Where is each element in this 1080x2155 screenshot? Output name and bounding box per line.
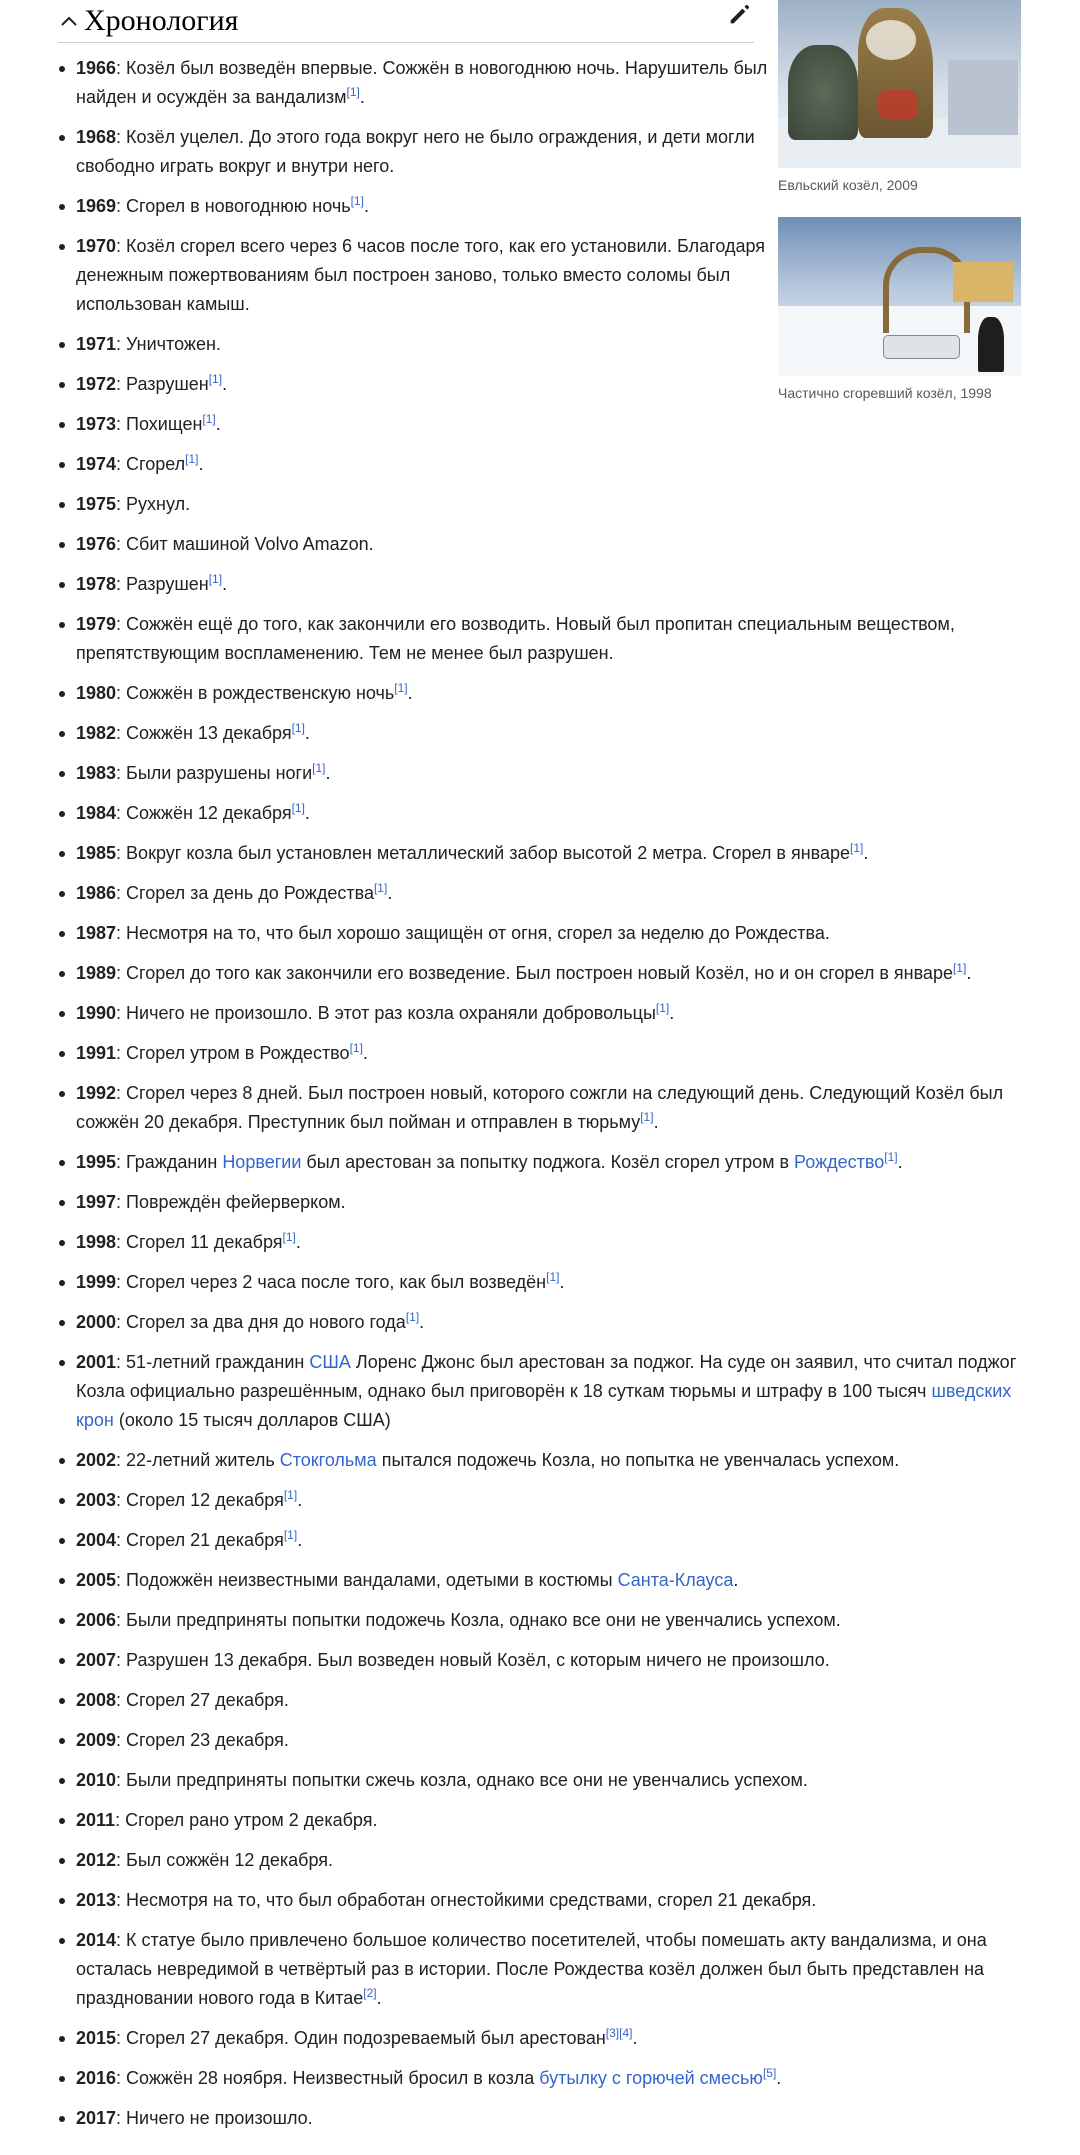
timeline-text: . — [776, 2068, 782, 2088]
timeline-item — [57, 759, 1017, 788]
reference-link[interactable]: [1] — [640, 1110, 654, 1124]
timeline-year: 1983 — [76, 763, 117, 783]
timeline-year: 1995 — [76, 1152, 117, 1172]
timeline-text: : Сбит машиной Volvo Amazon. — [116, 534, 374, 554]
timeline-year: 1975 — [76, 494, 117, 514]
timeline-item — [57, 370, 1017, 399]
reference-link[interactable]: [1] — [291, 801, 305, 815]
timeline-year: 2014 — [76, 1930, 117, 1950]
timeline-text: : 51-летний гражданин — [116, 1352, 310, 1372]
timeline-item — [57, 192, 776, 221]
timeline-text: . — [222, 574, 228, 594]
timeline-text: . — [387, 883, 393, 903]
timeline-text: . — [304, 723, 310, 743]
timeline-text: : Сожжён 28 ноября. Неизвестный бросил в козла — [116, 2068, 540, 2088]
timeline-text: : Сгорел через 8 дней. Был построен новый, которого сожгли на следующий день. Следующий Козёл был сожжён 20 декабря. Преступник был пойман и отправлен в тюрьму — [76, 1083, 1004, 1132]
timeline-year: 1989 — [76, 963, 117, 983]
reference-link[interactable]: [1] — [185, 452, 199, 466]
reference-link[interactable]: [1] — [546, 1270, 560, 1284]
timeline-year: 2009 — [76, 1730, 117, 1750]
timeline-item — [57, 1268, 1017, 1297]
timeline-year: 1971 — [76, 334, 117, 354]
reference-link[interactable]: [1] — [655, 1001, 670, 1015]
timeline-year: 2004 — [76, 1530, 117, 1550]
timeline-text: . — [733, 1570, 739, 1590]
timeline-year: 1982 — [76, 723, 117, 743]
timeline-item — [57, 1148, 1017, 1177]
timeline-year: 1999 — [76, 1272, 117, 1292]
timeline-year: 1972 — [76, 374, 117, 394]
timeline-item — [57, 1039, 1017, 1068]
section-title: Хронология — [84, 4, 239, 37]
timeline-item — [57, 1806, 1017, 1835]
timeline-text: . — [376, 1988, 382, 2008]
timeline-item — [57, 1646, 1017, 1675]
timeline-item — [57, 1308, 1017, 1337]
timeline-item — [57, 410, 1017, 439]
timeline-year: 1997 — [76, 1192, 117, 1212]
reference-link[interactable]: [1] — [394, 681, 408, 695]
timeline-item — [57, 999, 1017, 1028]
reference-link[interactable]: [1] — [373, 881, 388, 895]
timeline-item — [57, 879, 1017, 908]
wiki-link[interactable]: Стокгольма — [279, 1450, 377, 1470]
timeline-item — [57, 2104, 1017, 2133]
timeline-text: : Сгорел — [116, 454, 186, 474]
timeline-year: 2000 — [76, 1312, 117, 1332]
timeline-year: 1968 — [76, 127, 117, 147]
reference-link[interactable]: [1] — [312, 761, 326, 775]
timeline-text: : Сгорел за два дня до нового года — [116, 1312, 406, 1332]
timeline-year: 2017 — [76, 2108, 117, 2128]
timeline-item — [57, 1348, 1017, 1435]
timeline-item — [57, 54, 776, 112]
reference-link[interactable]: [1] — [884, 1150, 898, 1164]
timeline-list — [57, 54, 1017, 2144]
timeline-text: . — [215, 414, 221, 434]
timeline-year: 1973 — [76, 414, 117, 434]
timeline-text: : Сгорел 11 декабря — [116, 1232, 283, 1252]
timeline-text: : Рухнул. — [116, 494, 191, 514]
timeline-text: : Сожжён 12 декабря — [116, 803, 292, 823]
wiki-link[interactable]: шведских крон — [76, 1381, 1012, 1430]
timeline-item — [57, 919, 1017, 948]
timeline-text: : Ничего не произошло. — [116, 2108, 313, 2128]
timeline-year: 2002 — [76, 1450, 117, 1470]
timeline-text: : Сгорел 21 декабря — [116, 1530, 284, 1550]
timeline-text: (около 15 тысяч долларов США) — [113, 1410, 391, 1430]
timeline-text: : Сгорел 27 декабря. Один подозреваемый был арестован — [116, 2028, 606, 2048]
timeline-year: 1987 — [76, 923, 117, 943]
timeline-year: 2011 — [76, 1810, 116, 1830]
figure-caption: Частично сгоревший козёл, 1998 — [778, 385, 992, 401]
timeline-item — [57, 679, 1017, 708]
timeline-text: . — [419, 1312, 425, 1332]
timeline-text: : Сгорел 23 декабря. — [116, 1730, 289, 1750]
timeline-year: 2015 — [76, 2028, 117, 2048]
timeline-item — [57, 1766, 1017, 1795]
reference-link[interactable]: [1] — [202, 412, 216, 426]
timeline-text: : К статуе было привлечено большое количество посетителей, чтобы помешать акту вандализма, и она осталась невредимой в четвёртый раз в истории. После Рождества козёл должен был быть представлен на праздновании нового года в Китае — [76, 1930, 987, 2008]
timeline-item — [57, 1486, 1017, 1515]
reference-link[interactable]: [1] — [850, 841, 864, 855]
timeline-text: : Несмотря на то, что был обработан огнестойкими средствами, сгорел 21 декабря. — [116, 1890, 817, 1910]
timeline-text: . — [295, 1232, 301, 1252]
timeline-text: : Сгорел в новогоднюю ночь — [116, 196, 351, 216]
timeline-text: . — [222, 374, 228, 394]
timeline-text: Лоренс Джонс был арестован за поджог. На суде он заявил, что считал поджог Козла официально разрешённым, однако был приговорён к 18 суткам тюрьмы и штрафу в 100 тысяч — [76, 1352, 1017, 1401]
timeline-text: : Разрушен — [116, 374, 209, 394]
timeline-item — [57, 1079, 1017, 1137]
timeline-text: : Повреждён фейерверком. — [116, 1192, 346, 1212]
reference-link[interactable]: [1] — [282, 1230, 296, 1244]
timeline-year: 2008 — [76, 1690, 117, 1710]
timeline-year: 1985 — [76, 843, 117, 863]
reference-link[interactable]: [1] — [346, 85, 360, 99]
reference-link[interactable]: [1] — [405, 1310, 420, 1324]
timeline-year: 1978 — [76, 574, 117, 594]
timeline-text: . — [304, 803, 310, 823]
timeline-item — [57, 2024, 1017, 2053]
timeline-text: : Вокруг козла был установлен металлический забор высотой 2 метра. Сгорел в январе — [116, 843, 851, 863]
pencil-edit-icon[interactable] — [726, 0, 754, 28]
reference-link[interactable]: [2] — [363, 1986, 377, 2000]
timeline-text: . — [297, 1530, 303, 1550]
reference-link[interactable]: [1] — [283, 1488, 298, 1502]
timeline-text: : Сожжён в рождественскую ночь — [116, 683, 395, 703]
timeline-text: . — [653, 1112, 659, 1132]
timeline-year: 1998 — [76, 1232, 117, 1252]
timeline-item — [57, 123, 776, 181]
timeline-item — [57, 1886, 1017, 1915]
reference-link[interactable]: [1] — [952, 961, 967, 975]
timeline-text: : Сгорел утром в Рождество — [116, 1043, 350, 1063]
timeline-year: 1966 — [76, 58, 117, 78]
timeline-text: : Козёл сгорел всего через 6 часов после того, как его установили. Благодаря денежным пожертвованиям был построен заново, только вместо соломы был использован камыш. — [76, 236, 766, 314]
reference-link[interactable]: [1] — [291, 721, 305, 735]
timeline-text: . — [198, 454, 204, 474]
timeline-text: : Сгорел 27 декабря. — [116, 1690, 289, 1710]
timeline-text: . — [362, 1043, 368, 1063]
timeline-text: : Был сожжён 12 декабря. — [116, 1850, 334, 1870]
timeline-year: 1991 — [76, 1043, 117, 1063]
timeline-text: : Разрушен — [116, 574, 209, 594]
timeline-text: : Уничтожен. — [116, 334, 221, 354]
timeline-year: 2001 — [76, 1352, 117, 1372]
timeline-text: . — [897, 1152, 903, 1172]
timeline-item — [57, 1446, 1017, 1475]
reference-link[interactable]: [1] — [208, 372, 223, 386]
timeline-item — [57, 232, 776, 319]
wiki-link[interactable]: Санта-Клауса — [617, 1570, 734, 1590]
timeline-item — [57, 530, 1017, 559]
reference-link[interactable]: [5] — [762, 2066, 777, 2080]
timeline-year: 2016 — [76, 2068, 117, 2088]
timeline-text: . — [297, 1490, 303, 1510]
timeline-item — [57, 1926, 1017, 2013]
chevron-up-icon[interactable] — [58, 10, 80, 32]
timeline-text: : Сожжён 13 декабря — [116, 723, 292, 743]
timeline-text: : Были предприняты попытки сжечь козла, однако все они не увенчались успехом. — [116, 1770, 808, 1790]
timeline-text: : Были разрушены ноги — [116, 763, 313, 783]
timeline-year: 1974 — [76, 454, 117, 474]
timeline-text: : Сожжён ещё до того, как закончили его возводить. Новый был пропитан специальным веществом, препятствующим воспламенению. Тем не менее был разрушен. — [76, 614, 955, 663]
wiki-link[interactable]: бутылку с горючей смесью — [539, 2068, 763, 2088]
timeline-text: : Гражданин — [116, 1152, 223, 1172]
timeline-year: 2006 — [76, 1610, 117, 1630]
timeline-year: 2013 — [76, 1890, 117, 1910]
timeline-item — [57, 799, 1017, 828]
timeline-text: . — [559, 1272, 565, 1292]
reference-link[interactable]: [1] — [350, 194, 364, 208]
timeline-text: . — [325, 763, 331, 783]
reference-link[interactable]: [3][4] — [605, 2026, 633, 2040]
wiki-link[interactable]: США — [309, 1352, 351, 1372]
reference-link[interactable]: [1] — [283, 1528, 298, 1542]
reference-link[interactable]: [1] — [349, 1041, 363, 1055]
timeline-text: . — [669, 1003, 675, 1023]
timeline-text: : Сгорел до того как закончили его возведение. Был построен новый Козёл, но и он сгорел в январе — [116, 963, 953, 983]
reference-link[interactable]: [1] — [208, 572, 223, 586]
timeline-text: : Сгорел рано утром 2 декабря. — [115, 1810, 378, 1830]
timeline-year: 1979 — [76, 614, 117, 634]
timeline-item — [57, 959, 1017, 988]
timeline-year: 1976 — [76, 534, 117, 554]
timeline-text: : Подожжён неизвестными вандалами, одетыми в костюмы — [116, 1570, 618, 1590]
timeline-year: 2012 — [76, 1850, 117, 1870]
timeline-item — [57, 330, 1017, 359]
figure-caption: Евльский козёл, 2009 — [778, 177, 918, 193]
timeline-item — [57, 450, 1017, 479]
timeline-text: : Несмотря на то, что был хорошо защищён от огня, сгорел за неделю до Рождества. — [116, 923, 830, 943]
timeline-item — [57, 2064, 1017, 2093]
timeline-text: : Были предприняты попытки подожечь Козла, однако все они не увенчались успехом. — [116, 1610, 841, 1630]
timeline-text: . — [363, 196, 369, 216]
timeline-text: пытался подожечь Козла, но попытка не увенчалась успехом. — [376, 1450, 900, 1470]
timeline-text: : Козёл уцелел. До этого года вокруг него не было ограждения, и дети могли свободно играть вокруг и внутри него. — [76, 127, 755, 176]
timeline-item — [57, 1606, 1017, 1635]
timeline-item — [57, 1846, 1017, 1875]
timeline-year: 1990 — [76, 1003, 117, 1023]
timeline-year: 1969 — [76, 196, 117, 216]
timeline-item — [57, 1566, 1017, 1595]
timeline-text: . — [966, 963, 972, 983]
timeline-item — [57, 570, 1017, 599]
timeline-year: 1980 — [76, 683, 117, 703]
timeline-text: : Разрушен 13 декабря. Был возведен новый Козёл, с которым ничего не произошло. — [116, 1650, 830, 1670]
timeline-text: : 22-летний житель — [116, 1450, 280, 1470]
timeline-text: . — [863, 843, 869, 863]
timeline-text: . — [632, 2028, 638, 2048]
timeline-year: 2007 — [76, 1650, 117, 1670]
timeline-text: : Сгорел через 2 часа после того, как был возведён — [116, 1272, 547, 1292]
timeline-text: : Козёл был возведён впервые. Сожжён в новогоднюю ночь. Нарушитель был найден и осуждён за вандализм — [76, 58, 768, 107]
timeline-item — [57, 1228, 1017, 1257]
timeline-text: : Похищен — [116, 414, 203, 434]
section-header[interactable] — [58, 0, 754, 43]
timeline-text: . — [359, 87, 365, 107]
timeline-item — [57, 1188, 1017, 1217]
timeline-item — [57, 1526, 1017, 1555]
timeline-year: 1986 — [76, 883, 117, 903]
timeline-item — [57, 610, 1017, 668]
timeline-year: 2010 — [76, 1770, 117, 1790]
timeline-item — [57, 490, 1017, 519]
timeline-year: 1970 — [76, 236, 117, 256]
timeline-year: 1984 — [76, 803, 117, 823]
timeline-year: 2005 — [76, 1570, 117, 1590]
timeline-item — [57, 1726, 1017, 1755]
timeline-item — [57, 1686, 1017, 1715]
wiki-link[interactable]: Норвегии — [222, 1152, 302, 1172]
timeline-item — [57, 719, 1017, 748]
timeline-text: . — [407, 683, 413, 703]
timeline-text: : Ничего не произошло. В этот раз козла охраняли добровольцы — [116, 1003, 656, 1023]
timeline-item — [57, 839, 1017, 868]
timeline-text: : Сгорел за день до Рождества — [116, 883, 374, 903]
timeline-text: : Сгорел 12 декабря — [116, 1490, 284, 1510]
timeline-year: 2003 — [76, 1490, 117, 1510]
timeline-year: 1992 — [76, 1083, 117, 1103]
wiki-link[interactable]: Рождество — [794, 1152, 885, 1172]
timeline-text: был арестован за попытку поджога. Козёл сгорел утром в — [301, 1152, 795, 1172]
